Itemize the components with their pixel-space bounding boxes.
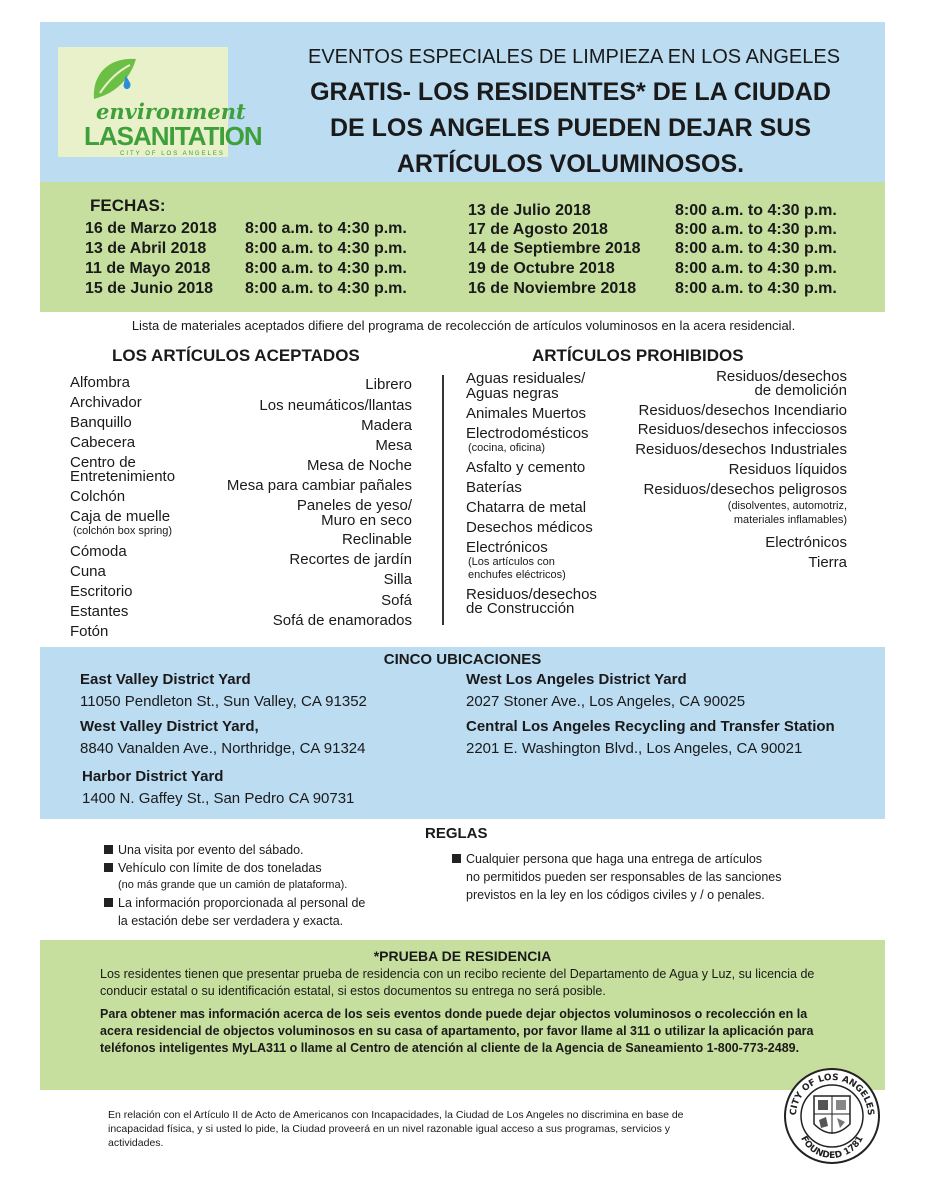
accepted-item: Cómoda <box>70 543 127 560</box>
prohibited-item: Asfalto y cemento <box>466 459 586 476</box>
leaf-icon <box>86 53 146 103</box>
date-left-4: 15 de Junio 2018 <box>85 280 214 297</box>
accepted-item: Librero <box>365 376 412 393</box>
rule-text: Una visita por evento del sábado. <box>118 843 304 857</box>
rule-item <box>452 851 762 867</box>
time-left-3: 8:00 a.m. to 4:30 p.m. <box>245 260 407 277</box>
header-subtitle: EVENTOS ESPECIALES DE LIMPIEZA EN LOS ANGELES <box>308 46 841 68</box>
accepted-item: Caja de muelle <box>70 508 171 525</box>
prohibited-item: Residuos/desechos Industriales <box>635 441 847 458</box>
time-right-4: 8:00 a.m. to 4:30 p.m. <box>675 260 837 277</box>
accepted-item: Muro en seco <box>321 512 412 529</box>
accepted-item: Sofá <box>381 592 412 609</box>
location-address: 8840 Vanalden Ave., Northridge, CA 91324 <box>80 740 366 757</box>
prohibited-item-note: enchufes eléctricos) <box>468 569 566 581</box>
bullet-square-icon <box>104 898 113 907</box>
logo-text-lasanitation: LASANITATION <box>84 121 262 151</box>
prohibited-item: Residuos/desechos <box>716 368 847 385</box>
accepted-item: Paneles de yeso/ <box>296 497 412 514</box>
prohibited-item: de demolición <box>754 382 847 399</box>
location-address: 11050 Pendleton St., Sun Valley, CA 91352 <box>80 693 367 710</box>
header-title-line-2: DE LOS ANGELES PUEDEN DEJAR SUS <box>329 114 812 142</box>
accepted-item: Los neumáticos/llantas <box>259 397 412 414</box>
logo-text-city: CITY OF LOS ANGELES <box>120 151 225 157</box>
proof-heading: *PRUEBA DE RESIDENCIA <box>373 948 552 964</box>
time-right-1: 8:00 a.m. to 4:30 p.m. <box>675 202 837 219</box>
location-name: Harbor District Yard <box>82 768 224 785</box>
prohibited-item-note: (disolventes, automotriz, <box>727 500 847 512</box>
prohibited-item: Animales Muertos <box>466 405 587 422</box>
accepted-item: Madera <box>361 417 412 434</box>
rule-text-cont: no permitidos pueden ser responsables de las sanciones <box>466 870 782 884</box>
prohibited-heading: ARTÍCULOS PROHIBIDOS <box>532 346 744 365</box>
prohibited-item: Electrodomésticos <box>466 425 589 442</box>
time-right-5: 8:00 a.m. to 4:30 p.m. <box>675 280 837 297</box>
date-left-1: 16 de Marzo 2018 <box>85 220 217 237</box>
proof-paragraph: Los residentes tienen que presentar prueba de residencia con un recibo reciente del Departamento de Agua y Luz, su licencia de conducir estatal o su identificación estatal, si estos documentos su entrega no será posible. <box>100 967 815 998</box>
location-name: West Valley District Yard, <box>80 718 259 735</box>
time-right-3: 8:00 a.m. to 4:30 p.m. <box>675 240 837 257</box>
header-banner <box>40 22 885 182</box>
location-address: 2201 E. Washington Blvd., Los Angeles, CA 90021 <box>466 740 803 757</box>
accepted-item: Recortes de jardín <box>289 551 412 568</box>
location-name: Central Los Angeles Recycling and Transfer Station <box>466 718 835 735</box>
ada-notice: En relación con el Artículo II de Acto de Americanos con Incapacidades, la Ciudad de Los Angeles no discrimina en base de incapacidad física, y si usted lo pide, la Ciudad proveerá en un nivel razonable igual acceso a sus programas, servicios y actividades. <box>108 1109 684 1149</box>
accepted-heading: LOS ARTÍCULOS ACEPTADOS <box>112 346 360 365</box>
prohibited-item-note: (cocina, oficina) <box>468 442 546 454</box>
prohibited-item: de Construcción <box>466 600 575 617</box>
rules-heading: REGLAS <box>425 825 488 842</box>
proof-section <box>40 940 885 1090</box>
date-left-3: 11 de Mayo 2018 <box>85 260 211 277</box>
rule-text-cont: la estación debe ser verdadera y exacta. <box>118 914 344 928</box>
info-paragraph: Para obtener mas información acerca de los seis eventos donde puede dejar objectos voluminosos o recolección en la acera residencial de objectos voluminosos en su casa of apartamento, por favor llame al 311 o utilizar la aplicación para teléfonos inteligentes MyLA311 o llame al Centro de atención al cliente de la Agencia de Saneamiento 1-800-773-2489. <box>100 1007 814 1055</box>
date-right-1: 13 de Julio 2018 <box>468 202 591 219</box>
prohibited-item: Electrónicos <box>765 534 847 551</box>
accepted-item: Mesa <box>375 437 412 454</box>
locations-heading: CINCO UBICACIONES <box>383 651 542 668</box>
accepted-item: Cabecera <box>70 434 136 451</box>
accepted-item: Escritorio <box>70 583 133 600</box>
time-left-4: 8:00 a.m. to 4:30 p.m. <box>245 280 407 297</box>
prohibited-item: Residuos/desechos peligrosos <box>643 481 847 498</box>
time-left-2: 8:00 a.m. to 4:30 p.m. <box>245 240 407 257</box>
accepted-item: Silla <box>383 571 412 588</box>
bullet-square-icon <box>104 863 113 872</box>
bullet-square-icon <box>452 854 461 863</box>
dates-label: FECHAS: <box>90 196 166 215</box>
accepted-item: Archivador <box>70 394 142 411</box>
accepted-item: Alfombra <box>70 374 131 391</box>
prohibited-item: Residuos/desechos infecciosos <box>637 421 847 438</box>
prohibited-item: Baterías <box>466 479 522 496</box>
date-right-4: 19 de Octubre 2018 <box>468 260 615 277</box>
accepted-item: Entretenimiento <box>70 468 176 485</box>
header-title <box>258 74 883 182</box>
prohibited-item: Residuos/desechos <box>466 586 597 603</box>
accepted-item: Sofá de enamorados <box>272 612 412 629</box>
accepted-item: Reclinable <box>341 531 412 548</box>
dates-section <box>40 182 885 312</box>
prohibited-item-note: materiales inflamables) <box>733 514 847 526</box>
date-right-2: 17 de Agosto 2018 <box>468 221 608 238</box>
column-divider <box>442 375 444 625</box>
lasanitation-logo <box>58 47 262 157</box>
rule-text: Cualquier persona que haga una entrega de artículos <box>466 852 763 866</box>
date-right-5: 16 de Noviembre 2018 <box>468 280 637 297</box>
rule-text: La información proporcionada al personal de <box>118 896 366 910</box>
accepted-item: Fotón <box>70 623 109 640</box>
date-left-2: 13 de Abril 2018 <box>85 240 207 257</box>
prohibited-item-note: (Los artículos con <box>468 556 555 568</box>
accepted-item: Mesa de Noche <box>306 457 412 474</box>
location-address: 2027 Stoner Ave., Los Angeles, CA 90025 <box>466 693 746 710</box>
city-seal-icon <box>782 1066 882 1166</box>
rule-text-note: (no más grande que un camión de plataforma). <box>118 879 348 891</box>
header-title-line-3: ARTÍCULOS VOLUMINOSOS. <box>396 150 745 178</box>
location-address: 1400 N. Gaffey St., San Pedro CA 90731 <box>82 790 355 807</box>
materials-note: Lista de materiales aceptados difiere del programa de recolección de artículos voluminosos en la acera residencial. <box>131 318 796 333</box>
rule-item <box>104 895 365 911</box>
prohibited-item: Chatarra de metal <box>466 499 587 516</box>
location-name: East Valley District Yard <box>80 671 251 688</box>
prohibited-item: Aguas residuales/ <box>466 370 586 387</box>
prohibited-item: Residuos/desechos Incendiario <box>638 402 847 419</box>
rule-text-cont: previstos en la ley en los códigos civiles y / o penales. <box>466 888 765 902</box>
time-right-2: 8:00 a.m. to 4:30 p.m. <box>675 221 837 238</box>
logo-text-environment: environment <box>96 99 246 124</box>
time-left-1: 8:00 a.m. to 4:30 p.m. <box>245 220 407 237</box>
seal-text-top: CITY OF LOS ANGELES <box>788 1072 876 1116</box>
accepted-item: Cuna <box>70 563 106 580</box>
prohibited-item: Residuos líquidos <box>728 461 847 478</box>
prohibited-item: Tierra <box>808 554 847 571</box>
accepted-item-note: (colchón box spring) <box>73 525 173 537</box>
rule-text: Vehículo con límite de dos toneladas <box>118 861 322 875</box>
locations-section <box>40 647 885 819</box>
accepted-item: Centro de <box>70 454 136 471</box>
prohibited-item: Electrónicos <box>466 539 548 556</box>
seal-text-bottom: FOUNDED 1781 <box>798 1134 866 1162</box>
rule-item <box>104 842 304 858</box>
rule-item <box>104 860 322 876</box>
prohibited-item: Aguas negras <box>466 385 559 402</box>
location-name: West Los Angeles District Yard <box>466 671 687 688</box>
bullet-square-icon <box>104 845 113 854</box>
header-title-line-1: GRATIS- LOS RESIDENTES* DE LA CIUDAD <box>310 78 831 106</box>
accepted-item: Banquillo <box>70 414 132 431</box>
date-right-3: 14 de Septiembre 2018 <box>468 240 641 257</box>
accepted-item: Estantes <box>70 603 129 620</box>
accepted-item: Mesa para cambiar pañales <box>226 477 412 494</box>
accepted-item: Colchón <box>70 488 126 505</box>
prohibited-item: Desechos médicos <box>466 519 593 536</box>
